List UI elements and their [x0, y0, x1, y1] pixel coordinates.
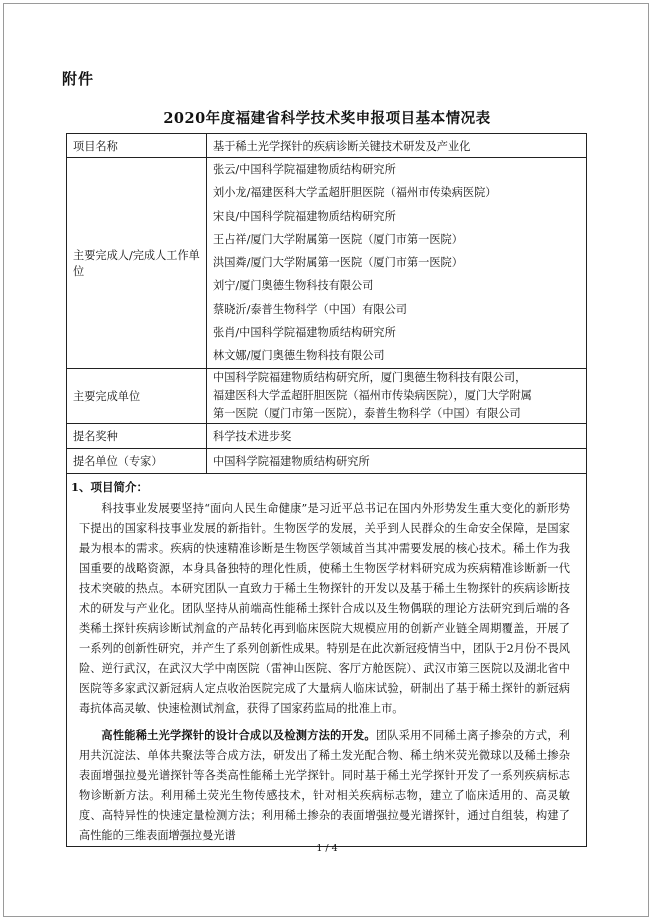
- nominator-label: 提名单位（专家）: [67, 448, 207, 473]
- intro-paragraph-1: 科技事业发展要坚持“面向人民生命健康”是习近平总书记在国内外形势发生重大变化的新形势下提出的国家科技事业发展的新指针。生物医学的发展，关乎到人民群众的生命安全保障，是国家最为根本的需求。疾病的快速精准诊断是生物医学领域首当其冲需要发展的核心技术。稀土作为我国重要的战略资源，本身具备独特的理化性质，使稀土生物医学材料研究成为疾病精准诊断新一代技术突破的热点。本研究团队一直致力于稀土生物探针的开发以及基于稀土生物探针的疾病诊断技术的研发与产业化。团队坚持从前端高性能稀土探针合成以及生物偶联的理论方法研究到后端的各类稀土探针疾病诊断试剂盒的产品转化再到临床医院大规模应用的创新产业链全周期覆盖，开展了一系列的创新性研究，并产生了系列创新性成果。特别是在此次新冠疫情当中，团队于2月份不畏风险、逆行武汉，在武汉大学中南医院（雷神山医院、客厅方舱医院）、武汉市第三医院以及湖北省中医院等多家武汉新冠病人定点收治医院完成了大量病人临床试验，研制出了基于稀土探针的新冠病毒抗体高灵敏、快速检测试剂盒，获得了国家药监局的批准上市。: [79, 501, 570, 715]
- intro-paragraph-2-lead: 高性能稀土光学探针的设计合成以及检测方法的开发。: [101, 727, 376, 742]
- unit-line: 中国科学院福建物质结构研究所，厦门奥德生物科技有限公司，: [213, 370, 527, 384]
- award-type-value: 科学技术进步奖: [207, 423, 587, 448]
- list-item: 蔡晓沂/泰普生物科学（中国）有限公司: [213, 302, 407, 316]
- list-item: 张肖/中国科学院福建物质结构研究所: [213, 326, 396, 340]
- list-item: 宋良/中国科学院福建物质结构研究所: [213, 209, 396, 223]
- table-row: [67, 158, 587, 369]
- table-row: [67, 134, 587, 158]
- unit-line: 第一医院（厦门市第一医院），泰普生物科学（中国）有限公司: [213, 406, 521, 420]
- completers-list: [207, 158, 587, 369]
- table-row: [67, 368, 587, 423]
- intro-paragraph-2: [79, 725, 570, 846]
- page-number: 1 / 4: [316, 843, 338, 854]
- list-item: 林文娜/厦门奥德生物科技有限公司: [213, 349, 385, 363]
- table-row: [67, 423, 587, 448]
- intro-heading: 1、项目简介：: [71, 479, 149, 494]
- units-label: 主要完成单位: [67, 368, 207, 423]
- intro-section: [67, 473, 587, 846]
- attachment-label: 附件: [62, 70, 95, 88]
- project-name-value: 基于稀土光学探针的疾病诊断关键技术研发及产业化: [207, 134, 587, 158]
- nominator-value: 中国科学院福建物质结构研究所: [207, 448, 587, 473]
- project-info-table: [66, 133, 587, 847]
- project-name-label: 项目名称: [67, 134, 207, 158]
- table-row: [67, 448, 587, 473]
- unit-line: 福建医科大学孟超肝胆医院（福州市传染病医院），厦门大学附属: [213, 388, 532, 402]
- units-value: [207, 368, 587, 423]
- intro-paragraph-2-body: 团队采用不同稀土离子掺杂的方式，利用共沉淀法、单体共聚法等合成方法，研发出了稀土发光配合物、稀土纳米荧光微球以及稀土掺杂表面增强拉曼光谱探针等各类高性能稀土光学探针。同时基于稀土光学探针开发了一系列疾病标志物诊断新方法。利用稀土荧光生物传感技术，针对相关疾病标志物，建立了临床适用的、高灵敏度、高特异性的快速定量检测方法；利用稀土掺杂的表面增强拉曼光谱探针，通过自组装，构建了高性能的三维表面增强拉曼光谱: [79, 728, 570, 842]
- list-item: 刘宁/厦门奥德生物科技有限公司: [213, 279, 374, 293]
- table-row: [67, 473, 587, 846]
- list-item: 张云/中国科学院福建物质结构研究所: [213, 163, 396, 176]
- completers-label: 主要完成人/完成人工作单位: [67, 158, 207, 369]
- document-title: 2020年度福建省科学技术奖申报项目基本情况表: [163, 110, 491, 127]
- list-item: 刘小龙/福建医科大学孟超肝胆医院（福州市传染病医院）: [213, 186, 497, 200]
- list-item: 洪国粦/厦门大学附属第一医院（厦门市第一医院）: [213, 256, 463, 270]
- list-item: 王占祥/厦门大学附属第一医院（厦门市第一医院）: [213, 232, 463, 246]
- award-type-label: 提名奖种: [67, 423, 207, 448]
